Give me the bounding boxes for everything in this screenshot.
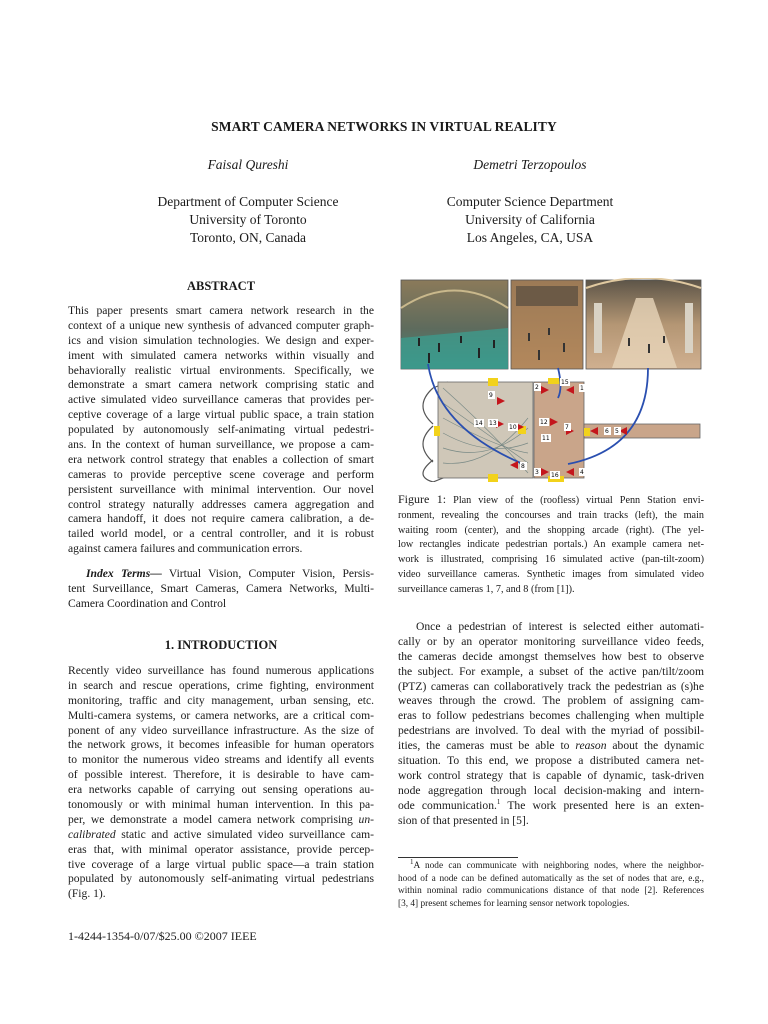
abstract-line: demonstrate a smart camera network comprising static and <box>68 378 374 392</box>
camera-label-2: 2 <box>535 384 539 391</box>
intro-line: Multi-camera systems, or camera networks, are a critical com- <box>68 708 374 722</box>
introduction-body <box>68 664 374 902</box>
abstract-heading: ABSTRACT <box>186 279 256 293</box>
intro-line: per, we demonstrate a model camera network comprising un- <box>68 812 374 826</box>
intro-line: of possible interest. Therefore, it is desirable to have cam- <box>68 768 374 782</box>
camera-label-7: 7 <box>565 424 569 431</box>
camera-label-12: 12 <box>540 419 548 426</box>
body-line: work control strategy that is capable of dynamic, task-driven <box>398 768 704 782</box>
body-line: node aggregation through local decision-making and intern- <box>398 783 704 797</box>
paper-title: SMART CAMERA NETWORKS IN VIRTUAL REALITY <box>211 119 557 134</box>
caption-line: ronment, revealing the concourses and train tracks (left), the main <box>398 509 704 521</box>
abstract-line: active simulated video surveillance cameras that provides per- <box>68 393 374 407</box>
abstract-line: against camera failures and communication errors. <box>68 542 303 556</box>
caption-line: low rectangles indicate pedestrian portals.) An example camera net- <box>398 539 704 551</box>
camera-label-14: 14 <box>475 420 483 427</box>
abstract-line: This paper presents smart camera network research in the <box>68 304 374 317</box>
affiliation-line: Toronto, ON, Canada <box>189 230 307 245</box>
footnote-line: within nominal radio communications distance of that node [2]. References <box>398 886 704 897</box>
index-terms <box>68 567 374 612</box>
camera-label-15: 15 <box>561 379 569 386</box>
intro-line: (Fig. 1). <box>68 887 106 901</box>
affiliation-line: University of Toronto <box>189 212 307 227</box>
intro-line: tive coverage of a large virtual public space—a train station <box>68 857 374 871</box>
introduction-heading: 1. INTRODUCTION <box>164 638 278 652</box>
body-line: (PTZ) cameras can collaboratively track the pedestrian as (s)he <box>398 679 704 693</box>
abstract-line: persistent surveillance with minimal intervention. Our novel <box>68 482 374 496</box>
figure-1-caption <box>398 492 704 598</box>
camera-label-3: 3 <box>535 469 539 476</box>
index-terms-label: Index Terms— <box>86 567 162 580</box>
camera-view-8 <box>586 278 701 369</box>
intro-line: ponent of any video surveillance infrastructure. As the size of <box>68 723 374 737</box>
author-affiliation-1 <box>130 193 366 247</box>
caption-line: waiting room (center), and the shopping arcade (right). (The yel- <box>398 524 704 536</box>
intro-line: the network grows, it becomes infeasible for human operators <box>68 738 374 752</box>
body-line: eras to follow pedestrians becomes challenging when multiple <box>398 709 704 723</box>
abstract-line: iment with simulated camera networks within visually and <box>68 348 374 362</box>
abstract-line: ceptive coverage of a large virtual public space, a train station <box>68 408 374 422</box>
body-line: weaves through the crowd. The problem of assigning cam- <box>398 694 704 708</box>
camera-view-7 <box>511 280 583 369</box>
footnote-line: [3, 4] present schemes for learning sensor network topologies. <box>398 898 630 909</box>
body-line: the subject. For example, a subset of the active pan/tilt/zoom <box>398 664 704 678</box>
intro-line: monitoring, traffic and city management, urban sensing, etc. <box>68 693 374 707</box>
camera-label-1: 1 <box>580 385 584 392</box>
intro-line: Recently video surveillance has found numerous applications <box>68 664 374 677</box>
author-name-1: Faisal Qureshi <box>207 157 289 172</box>
index-terms-line: Index Terms— Virtual Vision, Computer Vision, Persis- <box>86 567 374 580</box>
body-line: situation. To this end, we propose a distributed camera net- <box>398 754 704 768</box>
abstract-line: context of a unique new synthesis of advanced computer graph- <box>68 318 374 332</box>
abstract-line: populated by autonomously self-animating virtual pedestri- <box>68 423 374 437</box>
abstract-body <box>68 304 374 557</box>
footnote-line: $^1$A node can communicate with neighboring nodes, where the neighbor- <box>410 857 704 871</box>
abstract-line: camera handoff, it does not require camera calibration, a de- <box>68 512 374 526</box>
body-line: ode communication.$^1$ The work presented here is an exten- <box>398 797 704 812</box>
affiliation-line: Computer Science Department <box>446 194 614 209</box>
affiliation-line: University of California <box>465 212 595 227</box>
body-line: cally or by an operator monitoring surveillance video feeds, <box>398 634 704 648</box>
caption-line: surveillance cameras 1, 7, and 8 (from [1]). <box>398 583 575 595</box>
camera-label-6: 6 <box>605 428 609 435</box>
index-terms-line: Camera Coordination and Control <box>68 596 227 610</box>
camera-label-4: 4 <box>580 469 584 476</box>
caption-line: video surveillance cameras. Synthetic images from simulated video <box>398 568 704 580</box>
footnote <box>398 857 704 910</box>
camera-label-11: 11 <box>542 435 550 442</box>
figure-label: Figure 1: <box>398 492 447 506</box>
affiliation-line: Los Angeles, CA, USA <box>466 230 594 245</box>
figure-1-image <box>398 278 704 482</box>
body-line: ities, the cameras must be able to reason about the dynamic <box>398 739 704 753</box>
abstract-line: tailed world model, or a central controller, and it is robust <box>68 527 374 541</box>
copyright-notice: 1-4244-1354-0/07/$25.00 ©2007 IEEE <box>68 929 257 943</box>
camera-label-9: 9 <box>489 392 493 399</box>
right-column-body <box>398 620 704 828</box>
abstract-line: control strategy naturally addresses camera aggregation and <box>68 497 374 511</box>
intro-line: populated by autonomously self-animating virtual pedestrians <box>68 872 374 886</box>
camera-label-16: 16 <box>551 472 559 479</box>
footnote-rule <box>398 857 518 858</box>
caption-line: work is illustrated, comprising 16 simulated active (pan-tilt-zoom) <box>398 554 704 566</box>
intro-line: era networks capable of carrying out sensing operations au- <box>68 783 374 797</box>
intro-line: in search and rescue operations, crime fighting, environment <box>68 678 374 692</box>
author-name-2: Demetri Terzopoulos <box>473 157 587 172</box>
abstract-line: ics and vision simulation technologies. We design and exper- <box>68 333 374 347</box>
body-line: sion of that presented in [5]. <box>398 813 529 827</box>
footnote-marker: 1 <box>496 797 501 806</box>
author-affiliation-2 <box>412 193 648 247</box>
body-line: the cameras decide amongst themselves how best to observe <box>398 649 704 663</box>
abstract-line: behaviorally realistic virtual environments. Specifically, we <box>68 363 374 377</box>
intro-line: to monitor the numerous video streams and identify all events <box>68 753 374 767</box>
body-line: Once a pedestrian of interest is selected either automati- <box>416 620 704 633</box>
affiliation-line: Department of Computer Science <box>157 194 339 209</box>
caption-line: Figure 1: Plan view of the (roofless) virtual Penn Station envi- <box>398 492 704 506</box>
intro-line: eras that, with minimal operator assistance, provide percep- <box>68 842 374 856</box>
intro-line: tonomously or with minimal human intervention. In this pa- <box>68 798 374 812</box>
abstract-line: cameras to provide perceptive scene coverage and perform <box>68 467 374 481</box>
abstract-line: era network control strategy that enables a collection of smart <box>68 452 374 466</box>
body-line: pedestrians are involved. To deal with the myriad of possibil- <box>398 724 704 738</box>
abstract-line: ans. In the context of human surveillance, we propose a cam- <box>68 438 374 452</box>
camera-label-8: 8 <box>521 463 525 470</box>
intro-line: calibrated static and active simulated video surveillance cam- <box>68 827 374 841</box>
camera-label-13: 13 <box>489 420 497 427</box>
station-plan-view <box>423 378 700 482</box>
camera-label-10: 10 <box>509 424 517 431</box>
footnote-line: hood of a node can be defined automatically as the set of nodes that are, e.g., <box>398 873 704 884</box>
index-terms-line: tent Surveillance, Smart Cameras, Camera Networks, Multi- <box>68 581 374 595</box>
camera-label-5: 5 <box>615 428 619 435</box>
camera-view-1 <box>401 280 508 369</box>
